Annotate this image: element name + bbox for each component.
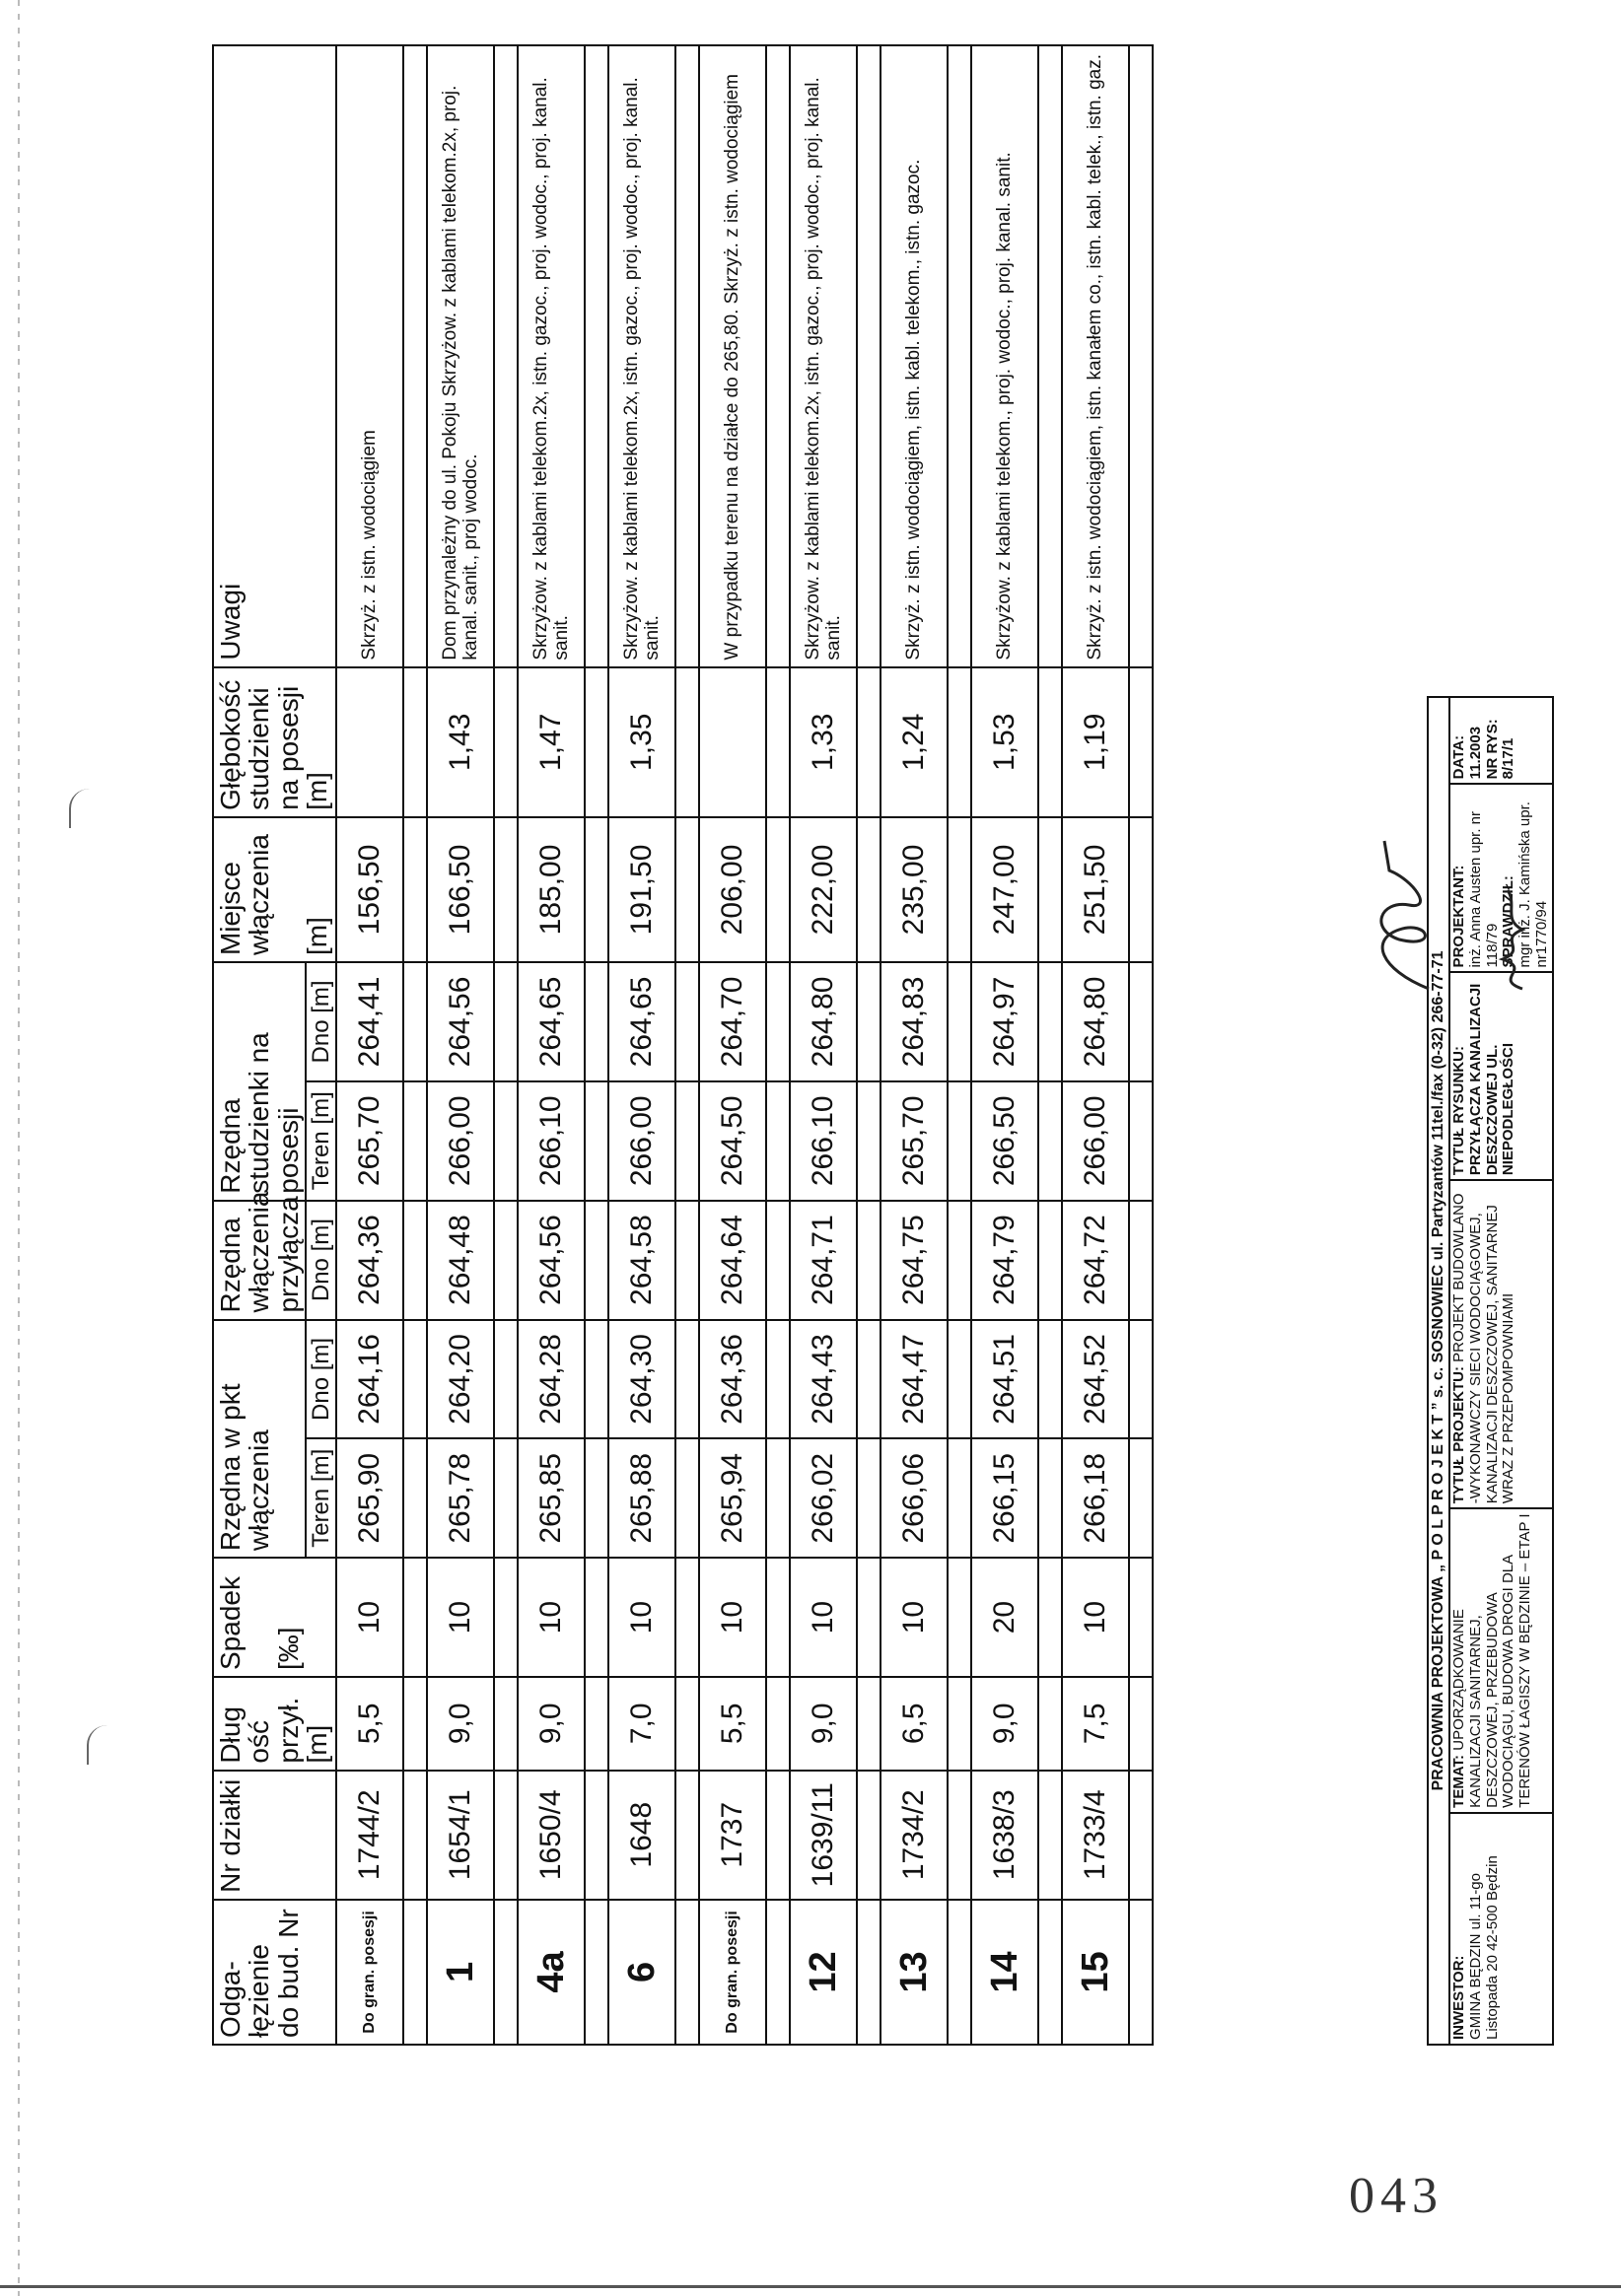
spacer-cell [948, 1771, 971, 1900]
cell-conn-dno: 264,79 [971, 1201, 1038, 1320]
spacer-cell [585, 667, 608, 817]
spacer-cell [585, 1201, 608, 1320]
spacer-cell [494, 1438, 518, 1558]
cell-depth [336, 667, 403, 817]
spacer-cell [948, 1900, 971, 2045]
cell-well-dno: 264,83 [881, 962, 948, 1081]
row-spacer [857, 45, 881, 2045]
spacer-cell [857, 817, 881, 962]
spacer-cell [585, 1677, 608, 1771]
cell-place: 185,00 [518, 817, 585, 962]
cell-remark: Skrzyżow. z kablami telekom.2x, istn. gazoc., proj. wodoc., proj. kanal. sanit. [608, 45, 675, 667]
spacer-cell [403, 1081, 427, 1201]
cell-nr: 4a [518, 1900, 585, 2045]
cell-depth: 1,24 [881, 667, 948, 817]
cell-pkt-dno: 264,51 [971, 1320, 1038, 1439]
spacer-cell [494, 962, 518, 1081]
header-slope-label: Spadek [215, 1576, 246, 1670]
spacer-cell [766, 1558, 790, 1677]
spacer-cell [1129, 667, 1153, 817]
cell-well-teren: 264,50 [699, 1081, 766, 1201]
cell-place: 206,00 [699, 817, 766, 962]
cell-nr: 13 [881, 1900, 948, 2045]
header-remarks: Uwagi [213, 45, 336, 667]
spacer-cell [857, 667, 881, 817]
cell-pkt-teren: 265,85 [518, 1438, 585, 1558]
staff-cell [1450, 783, 1552, 971]
cell-pkt-teren: 266,02 [790, 1438, 857, 1558]
table-row [1062, 45, 1129, 2045]
spacer-cell [948, 962, 971, 1081]
spacer-cell [948, 1081, 971, 1201]
cell-slope: 10 [427, 1558, 494, 1677]
spacer-cell [948, 1438, 971, 1558]
spacer-cell [585, 1320, 608, 1439]
spacer-cell [675, 1438, 699, 1558]
cell-slope: 10 [608, 1558, 675, 1677]
cell-well-teren: 265,70 [881, 1081, 948, 1201]
spacer-cell [857, 1081, 881, 1201]
cell-pkt-dno: 264,28 [518, 1320, 585, 1439]
table-row [790, 45, 857, 2045]
page-number: 043 [1349, 2168, 1444, 2224]
spacer-cell [1038, 1081, 1062, 1201]
cell-length: 9,0 [971, 1677, 1038, 1771]
project-cell [1450, 1179, 1552, 1507]
cell-place: 235,00 [881, 817, 948, 962]
cell-well-dno: 264,41 [336, 962, 403, 1081]
cell-pkt-teren: 266,06 [881, 1438, 948, 1558]
spacer-cell [857, 1771, 881, 1900]
table-row [427, 45, 494, 2045]
cell-depth: 1,47 [518, 667, 585, 817]
spacer-cell [857, 1438, 881, 1558]
designer-label: PROJEKTANT: [1449, 865, 1467, 968]
cell-nr: 6 [608, 1900, 675, 2045]
spacer-cell [675, 1081, 699, 1201]
spacer-cell [857, 1900, 881, 2045]
cell-nr: Do gran. posesji [336, 1900, 403, 2045]
spacer-cell [857, 1558, 881, 1677]
row-spacer [1038, 45, 1062, 2045]
table-row [971, 45, 1038, 2045]
spacer-cell [675, 45, 699, 667]
header-place [213, 817, 336, 962]
cell-depth: 1,33 [790, 667, 857, 817]
cell-conn-dno: 264,56 [518, 1201, 585, 1320]
date-cell [1450, 698, 1552, 783]
scan-mark [87, 1725, 128, 1765]
cell-remark: Dom przynależny do ul. Pokoju Skrzyżow. z kablami telekom.2x, proj. kanal. sanit., proj wodoc. [427, 45, 494, 667]
cell-remark: W przypadku terenu na działce do 265,80. Skrzyż. z istn. wodociągiem [699, 45, 766, 667]
spacer-cell [857, 1201, 881, 1320]
cell-lot: 1733/4 [1062, 1771, 1129, 1900]
spacer-cell [1129, 1081, 1153, 1201]
spacer-cell [675, 1900, 699, 2045]
cell-lot: 1744/2 [336, 1771, 403, 1900]
spacer-cell [1038, 1201, 1062, 1320]
header-well: Rzędna studzienki na posesji [213, 962, 306, 1201]
spacer-cell [1038, 1677, 1062, 1771]
cell-place: 191,50 [608, 817, 675, 962]
spacer-cell [675, 1771, 699, 1900]
spacer-cell [1129, 1771, 1153, 1900]
cell-pkt-teren: 265,90 [336, 1438, 403, 1558]
spacer-cell [1038, 45, 1062, 667]
spacer-cell [494, 45, 518, 667]
spacer-cell [494, 1900, 518, 2045]
cell-well-dno: 264,70 [699, 962, 766, 1081]
drawing-label: TYTUŁ RYSUNKU: [1449, 1046, 1467, 1176]
cell-place: 166,50 [427, 817, 494, 962]
cell-lot: 1737 [699, 1771, 766, 1900]
row-spacer [403, 45, 427, 2045]
spacer-cell [1129, 1558, 1153, 1677]
spacer-cell [585, 1558, 608, 1677]
spacer-cell [494, 1677, 518, 1771]
investor-cell [1450, 1812, 1552, 2044]
spacer-cell [494, 1320, 518, 1439]
cell-slope: 10 [1062, 1558, 1129, 1677]
cell-pkt-dno: 264,52 [1062, 1320, 1129, 1439]
title-block [1427, 696, 1554, 2046]
cell-nr: 14 [971, 1900, 1038, 2045]
topic-cell [1450, 1507, 1552, 1812]
cell-remark: Skrzyż. z istn. wodociągiem, istn. kanałem co., istn. kabl. telek., istn. gaz. [1062, 45, 1129, 667]
spacer-cell [1129, 1201, 1153, 1320]
cell-slope: 10 [790, 1558, 857, 1677]
cell-depth: 1,35 [608, 667, 675, 817]
spacer-cell [675, 667, 699, 817]
spacer-cell [585, 1771, 608, 1900]
spacer-cell [1129, 1677, 1153, 1771]
project-value: PROJEKT BUDOWLANO -WYKONAWCZY SIECI WODOCIĄGOWEJ, KANALIZACJI DESZCZOWEJ, SANITARNEJ WRAZ Z PRZEPOMPOWNIAMI [1449, 1193, 1517, 1504]
spacer-cell [585, 1438, 608, 1558]
investor-label: INWESTOR: [1449, 1955, 1467, 2040]
header-conn-dno: Dno [m] [306, 1201, 336, 1320]
cell-well-teren: 266,50 [971, 1081, 1038, 1201]
row-spacer [948, 45, 971, 2045]
cell-conn-dno: 264,58 [608, 1201, 675, 1320]
spacer-cell [766, 1081, 790, 1201]
spacer-cell [1038, 1900, 1062, 2045]
cell-lot: 1734/2 [881, 1771, 948, 1900]
project-label: TYTUŁ PROJEKTU: [1449, 1366, 1467, 1504]
cell-well-dno: 264,97 [971, 962, 1038, 1081]
cell-conn-dno: 264,72 [1062, 1201, 1129, 1320]
cell-conn-dno: 264,48 [427, 1201, 494, 1320]
header-slope [213, 1558, 336, 1677]
cell-depth [699, 667, 766, 817]
row-spacer [675, 45, 699, 2045]
spacer-cell [948, 45, 971, 667]
cell-remark: Skrzyżow. z kablami telekom.2x, istn. gazoc., proj. wodoc., proj. kanal. sanit. [518, 45, 585, 667]
cell-well-teren: 266,00 [427, 1081, 494, 1201]
spacer-cell [1038, 1438, 1062, 1558]
cell-length: 9,0 [427, 1677, 494, 1771]
spacer-cell [948, 1677, 971, 1771]
spacer-cell [948, 667, 971, 817]
spacer-cell [1038, 1320, 1062, 1439]
cell-nr: 12 [790, 1900, 857, 2045]
cell-length: 7,0 [608, 1677, 675, 1771]
cell-pkt-dno: 264,20 [427, 1320, 494, 1439]
spacer-cell [766, 1900, 790, 2045]
spacer-cell [1038, 962, 1062, 1081]
spacer-cell [766, 1320, 790, 1439]
cell-depth: 1,43 [427, 667, 494, 817]
cell-well-dno: 264,65 [518, 962, 585, 1081]
spacer-cell [948, 1320, 971, 1439]
cell-nr: 1 [427, 1900, 494, 2045]
header-pkt-dno: Dno [m] [306, 1320, 336, 1439]
spacer-cell [494, 1201, 518, 1320]
spacer-cell [1129, 817, 1153, 962]
cell-pkt-dno: 264,16 [336, 1320, 403, 1439]
cell-nr: Do gran. posesji [699, 1900, 766, 2045]
cell-place: 156,50 [336, 817, 403, 962]
cell-pkt-teren: 265,78 [427, 1438, 494, 1558]
header-conn: Rzędna włączenia przyłącza [213, 1201, 306, 1320]
header-pkt-teren: Teren [m] [306, 1438, 336, 1558]
spacer-cell [494, 1558, 518, 1677]
spacer-cell [766, 1677, 790, 1771]
cell-well-dno: 264,80 [790, 962, 857, 1081]
cell-well-dno: 264,65 [608, 962, 675, 1081]
cell-pkt-teren: 266,15 [971, 1438, 1038, 1558]
designer-value: inż. Anna Austen upr. nr 118/79 [1466, 810, 1501, 968]
cell-well-dno: 264,56 [427, 962, 494, 1081]
scan-mark [69, 789, 110, 828]
cell-lot: 1654/1 [427, 1771, 494, 1900]
spacer-cell [494, 817, 518, 962]
spacer-cell [766, 667, 790, 817]
cell-place: 247,00 [971, 817, 1038, 962]
spacer-cell [857, 1677, 881, 1771]
spacer-cell [585, 1900, 608, 2045]
sheet-label: NR RYS: [1483, 719, 1501, 780]
spacer-cell [948, 817, 971, 962]
cell-depth: 1,19 [1062, 667, 1129, 817]
header-well-dno: Dno [m] [306, 962, 336, 1081]
spacer-cell [494, 667, 518, 817]
header-lot: Nr działki [213, 1771, 336, 1900]
header-nr: Odga- łęzienie do bud. Nr [213, 1900, 336, 2045]
spacer-cell [766, 1438, 790, 1558]
cell-place: 222,00 [790, 817, 857, 962]
topic-value: UPORZĄDKOWANIE KANALIZACJI SANITARNEJ, DESZCZOWEJ, PRZEBUDOWA WODOCIĄGU, BUDOWA DROGI DLA TERENÓW ŁAGISZY W BĘDZINIE – ETAP I [1449, 1513, 1534, 1808]
cell-conn-dno: 264,36 [336, 1201, 403, 1320]
scan-edge-bottom [0, 2285, 1621, 2288]
cell-length: 6,5 [881, 1677, 948, 1771]
checker-value: mgr inż. J. Kamińska upr. nr1770/94 [1516, 801, 1550, 968]
spacer-cell [585, 817, 608, 962]
table-row [608, 45, 675, 2045]
row-spacer [494, 45, 518, 2045]
row-spacer [585, 45, 608, 2045]
checker-label: SPRAWDZIŁ: [1500, 875, 1517, 968]
cell-lot: 1650/4 [518, 1771, 585, 1900]
header-depth: Głębokość studzienki na posesji [m] [213, 667, 336, 817]
cell-pkt-teren: 265,94 [699, 1438, 766, 1558]
spacer-cell [766, 1201, 790, 1320]
cell-length: 5,5 [336, 1677, 403, 1771]
header-well-teren: Teren [m] [306, 1081, 336, 1201]
spacer-cell [675, 1558, 699, 1677]
header-length: Dług ość przył. [m] [213, 1677, 336, 1771]
table-row [699, 45, 766, 2045]
cell-well-teren: 266,10 [518, 1081, 585, 1201]
cell-well-teren: 265,70 [336, 1081, 403, 1201]
sheet-value: 8/17/1 [1500, 737, 1517, 780]
cell-depth: 1,53 [971, 667, 1038, 817]
spacer-cell [1038, 817, 1062, 962]
row-spacer [766, 45, 790, 2045]
cell-remark: Skrzyż. z istn. wodociągiem, istn. kabl. telekom., istn. gazoc. [881, 45, 948, 667]
table-row [881, 45, 948, 2045]
cell-slope: 10 [881, 1558, 948, 1677]
cell-place: 251,50 [1062, 817, 1129, 962]
spacer-cell [857, 962, 881, 1081]
header-place-label: Miejsce włączenia [215, 834, 275, 956]
cell-well-teren: 266,00 [1062, 1081, 1129, 1201]
spacer-cell [1129, 45, 1153, 667]
cell-slope: 10 [699, 1558, 766, 1677]
cell-remark: Skrzyżow. z kablami telekom.2x, istn. gazoc., proj. wodoc., proj. kanal. sanit. [790, 45, 857, 667]
spacer-cell [585, 1081, 608, 1201]
spacer-cell [403, 1677, 427, 1771]
header-place-unit: [m] [302, 917, 333, 956]
spacer-cell [403, 1771, 427, 1900]
row-spacer [1129, 45, 1153, 2045]
spacer-cell [403, 667, 427, 817]
cell-pkt-teren: 265,88 [608, 1438, 675, 1558]
drawing-cell [1450, 971, 1552, 1179]
topic-label: TEMAT: [1449, 1754, 1467, 1808]
cell-lot: 1638/3 [971, 1771, 1038, 1900]
header-pkt: Rzędna w pkt włączenia [213, 1320, 306, 1559]
cell-length: 5,5 [699, 1677, 766, 1771]
spacer-cell [766, 962, 790, 1081]
drawing-sheet [212, 44, 1550, 2046]
spacer-cell [675, 962, 699, 1081]
cell-slope: 20 [971, 1558, 1038, 1677]
spacer-cell [766, 817, 790, 962]
spacer-cell [857, 1320, 881, 1439]
table-row [336, 45, 403, 2045]
spacer-cell [403, 1201, 427, 1320]
cell-remark: Skrzyżow. z kablami telekom., proj. wodoc., proj. kanal. sanit. [971, 45, 1038, 667]
cell-pkt-dno: 264,47 [881, 1320, 948, 1439]
cell-pkt-teren: 266,18 [1062, 1438, 1129, 1558]
cell-length: 9,0 [790, 1677, 857, 1771]
spacer-cell [948, 1558, 971, 1677]
cell-lot: 1648 [608, 1771, 675, 1900]
cell-well-teren: 266,10 [790, 1081, 857, 1201]
cell-remark: Skrzyż. z istn. wodociągiem [336, 45, 403, 667]
spacer-cell [494, 1771, 518, 1900]
cell-slope: 10 [336, 1558, 403, 1677]
spacer-cell [1129, 962, 1153, 1081]
date-label: DATA: [1449, 734, 1467, 780]
cell-conn-dno: 264,64 [699, 1201, 766, 1320]
cell-well-teren: 266,00 [608, 1081, 675, 1201]
cell-length: 9,0 [518, 1677, 585, 1771]
spacer-cell [1129, 1320, 1153, 1439]
spacer-cell [403, 1558, 427, 1677]
spacer-cell [1129, 1438, 1153, 1558]
spacer-cell [675, 1201, 699, 1320]
spacer-cell [675, 817, 699, 962]
cell-conn-dno: 264,71 [790, 1201, 857, 1320]
cell-lot: 1639/11 [790, 1771, 857, 1900]
scan-edge [18, 0, 20, 2296]
drawing-value: PRZYŁĄCZA KANALIZACJI DESZCZOWEJ UL. NIEPODLEGŁOŚCI [1466, 983, 1517, 1176]
spacer-cell [766, 1771, 790, 1900]
spacer-cell [675, 1320, 699, 1439]
cell-well-dno: 264,80 [1062, 962, 1129, 1081]
cell-length: 7,5 [1062, 1677, 1129, 1771]
spacer-cell [766, 45, 790, 667]
table-row [518, 45, 585, 2045]
office-line: PRACOWNIA PROJEKTOWA „ P O L P R O J E K T ” s. c. SOSNOWIEC ul. Partyzantów 11tel./fax (0-32) 266-77-71 [1429, 698, 1450, 2044]
date-value: 11.2003 [1466, 726, 1484, 780]
spacer-cell [403, 1438, 427, 1558]
spacer-cell [403, 45, 427, 667]
investor-value: GMINA BĘDZIN ul. 11-go Listopada 20 42-500 Będzin [1466, 1855, 1501, 2040]
cell-slope: 10 [518, 1558, 585, 1677]
spacer-cell [403, 1900, 427, 2045]
spacer-cell [403, 1320, 427, 1439]
cell-nr: 15 [1062, 1900, 1129, 2045]
connections-table [212, 44, 1154, 2046]
spacer-cell [948, 1201, 971, 1320]
spacer-cell [1129, 1900, 1153, 2045]
spacer-cell [403, 962, 427, 1081]
spacer-cell [675, 1677, 699, 1771]
spacer-cell [494, 1081, 518, 1201]
cell-pkt-dno: 264,43 [790, 1320, 857, 1439]
cell-pkt-dno: 264,30 [608, 1320, 675, 1439]
spacer-cell [1038, 1771, 1062, 1900]
spacer-cell [1038, 1558, 1062, 1677]
spacer-cell [585, 45, 608, 667]
spacer-cell [857, 45, 881, 667]
cell-conn-dno: 264,75 [881, 1201, 948, 1320]
header-slope-unit: [‰] [272, 1627, 304, 1670]
cell-pkt-dno: 264,36 [699, 1320, 766, 1439]
spacer-cell [1038, 667, 1062, 817]
spacer-cell [585, 962, 608, 1081]
spacer-cell [403, 817, 427, 962]
